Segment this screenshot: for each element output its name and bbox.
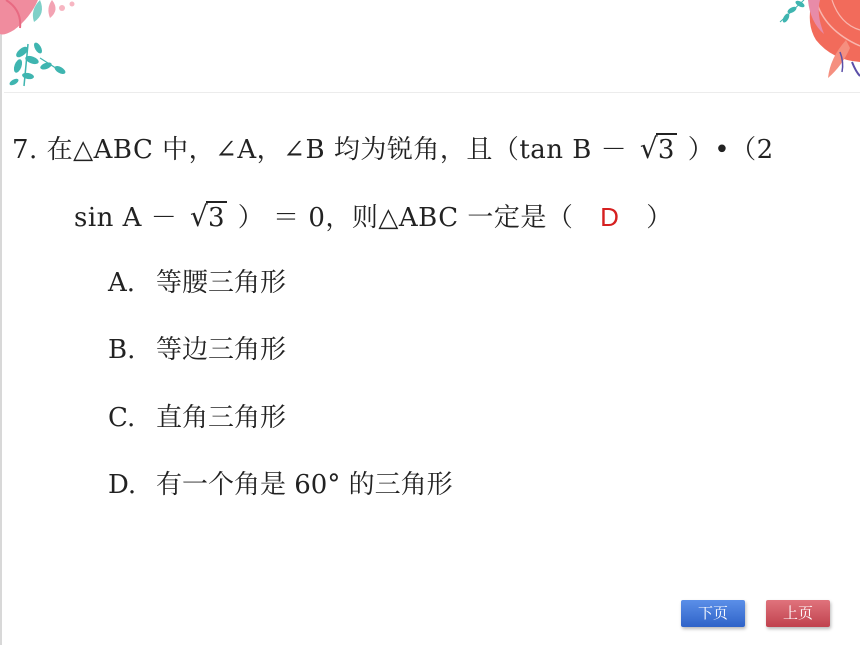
question-line-1	[12, 130, 774, 170]
question-text-part: ） ＝ 0，则△ABC 一定是（	[237, 203, 574, 233]
slide-left-border	[0, 0, 2, 645]
option-text: 直角三角形	[156, 403, 287, 433]
question-text-part: 在△ABC 中，∠A，∠B 均为锐角，且（tan B －	[46, 135, 628, 165]
option-letter: C.	[108, 403, 136, 433]
radicand: 3	[657, 135, 675, 165]
radicand: 3	[207, 203, 226, 233]
next-page-button[interactable]: 下页	[681, 600, 745, 627]
question-text-part: sin A －	[74, 203, 178, 233]
option-text: 等腰三角形	[156, 268, 287, 298]
option-c	[108, 398, 286, 438]
option-letter: A.	[108, 268, 136, 298]
option-text: 有一个角是 60° 的三角形	[156, 470, 453, 500]
question-number: 7.	[12, 135, 38, 165]
sqrt-expression	[190, 198, 227, 238]
option-d	[108, 465, 453, 505]
floral-decoration-top-right	[720, 0, 860, 80]
question-text-part: ）•（2	[687, 135, 774, 165]
question-text-part: ）	[646, 203, 673, 233]
option-b	[108, 330, 286, 370]
previous-page-button[interactable]: 上页	[766, 600, 830, 627]
option-letter: B.	[108, 335, 136, 365]
floral-decoration-top-left	[0, 0, 120, 95]
radical-sign-icon: √	[189, 200, 209, 233]
sqrt-expression	[640, 130, 677, 170]
question-line-2	[74, 197, 673, 238]
header-divider	[4, 92, 860, 93]
option-letter: D.	[108, 470, 137, 500]
option-text: 等边三角形	[156, 335, 287, 365]
answer-text: D	[600, 202, 620, 232]
radical-sign-icon: √	[639, 132, 659, 165]
option-a	[108, 263, 286, 303]
